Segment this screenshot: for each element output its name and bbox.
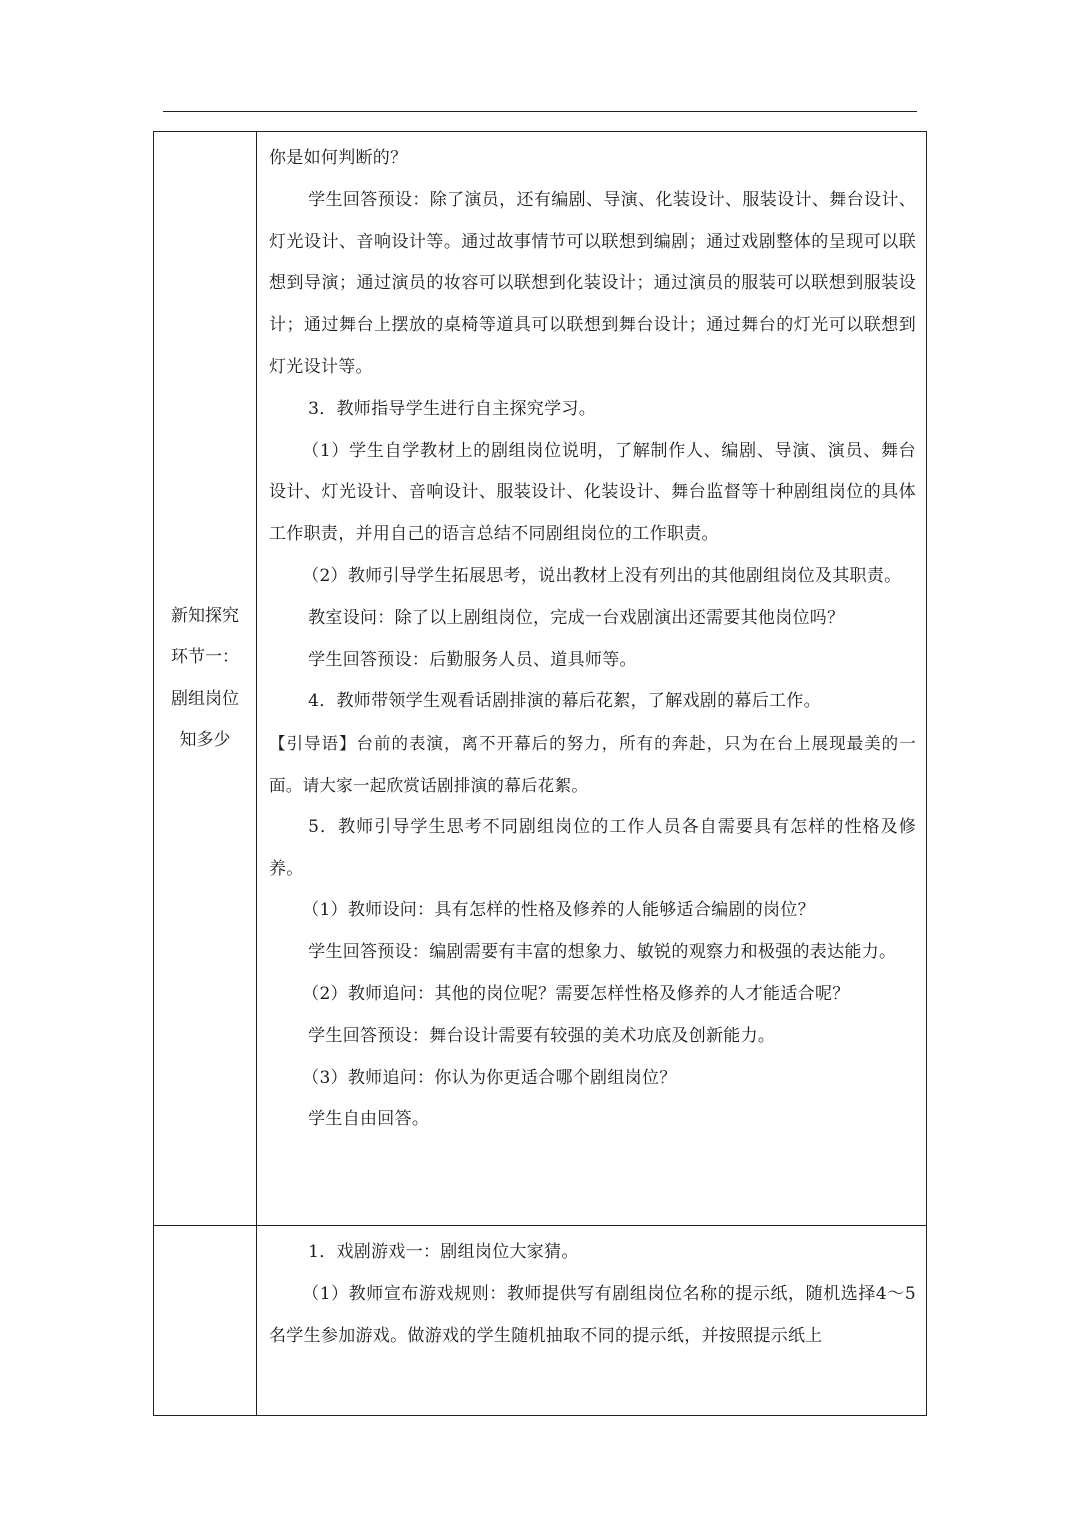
table-row <box>154 132 927 1226</box>
section-label-cell-empty <box>154 1226 257 1416</box>
table-row <box>154 1226 927 1416</box>
paragraph: 你是如何判断的？ <box>269 148 408 168</box>
section-content-cell <box>257 132 927 1226</box>
header-rule <box>163 111 917 112</box>
section-label-cell <box>154 132 257 1226</box>
paragraph: （2）教师追问：其他的岗位呢？需要怎样性格及修养的人才能适合呢？ <box>302 983 850 1004</box>
section-label-line: 新知探究 <box>171 605 239 626</box>
paragraph: （3）教师追问：你认为你更适合哪个剧组岗位？ <box>302 1067 677 1088</box>
section-content <box>269 1226 916 1415</box>
section-content-cell <box>257 1226 927 1416</box>
paragraph: 教室设问：除了以上剧组岗位，完成一台戏剧演出还需要其他岗位吗？ <box>308 607 845 628</box>
lesson-plan-table <box>153 131 927 1416</box>
paragraph: （1）学生自学教材上的剧组岗位说明，了解制作人、编剧、导演、演员、舞台设计、灯光设计、音响设计、服装设计、化装设计、舞台监督等十种剧组岗位的具体工作职责，并用自己的语言总结不同剧组岗位的工作职责。 <box>269 440 916 545</box>
paragraph: （2）教师引导学生拓展思考，说出教材上没有列出的其他剧组岗位及其职责。 <box>302 565 902 586</box>
section-label <box>154 596 256 762</box>
paragraph: 4．教师带领学生观看话剧排演的幕后花絮，了解戏剧的幕后工作。 <box>308 691 821 712</box>
paragraph: 5．教师引导学生思考不同剧组岗位的工作人员各自需要具有怎样的性格及修养。 <box>269 816 916 879</box>
guide-paragraph: 【引导语】台前的表演，离不开幕后的努力，所有的奔赴，只为在台上展现最美的一面。请大家一起欣赏话剧排演的幕后花絮。 <box>269 734 916 795</box>
paragraph: 3．教师指导学生进行自主探究学习。 <box>308 398 597 419</box>
paragraph: （1）教师宣布游戏规则：教师提供写有剧组岗位名称的提示纸，随机选择4～5名学生参加游戏。做游戏的学生随机抽取不同的提示纸，并按照提示纸上 <box>269 1283 916 1346</box>
paragraph: 学生回答预设：后勤服务人员、道具师等。 <box>308 649 637 670</box>
paragraph: 学生回答预设：编剧需要有丰富的想象力、敏锐的观察力和极强的表达能力。 <box>308 942 897 963</box>
paragraph: 学生回答预设：舞台设计需要有较强的美术功底及创新能力。 <box>308 1025 776 1046</box>
paragraph: 学生自由回答。 <box>308 1109 430 1130</box>
section-label-line: 知多少 <box>179 730 231 750</box>
paragraph: （1）教师设问：具有怎样的性格及修养的人能够适合编剧的岗位？ <box>302 900 815 921</box>
section-label-line: 剧组岗位 <box>171 688 239 709</box>
section-label-line: 环节一： <box>171 647 239 667</box>
section-content <box>269 132 916 1225</box>
paragraph: 1．戏剧游戏一：剧组岗位大家猜。 <box>308 1242 579 1262</box>
paragraph: 学生回答预设：除了演员，还有编剧、导演、化装设计、服装设计、舞台设计、灯光设计、音响设计等。通过故事情节可以联想到编剧；通过戏剧整体的呈现可以联想到导演；通过演员的妆容可以联想到化装设计；通过演员的服装可以联想到服装设计；通过舞台上摆放的桌椅等道具可以联想到舞台设计；通过舞台的灯光可以联想到灯光设计等。 <box>269 189 916 377</box>
